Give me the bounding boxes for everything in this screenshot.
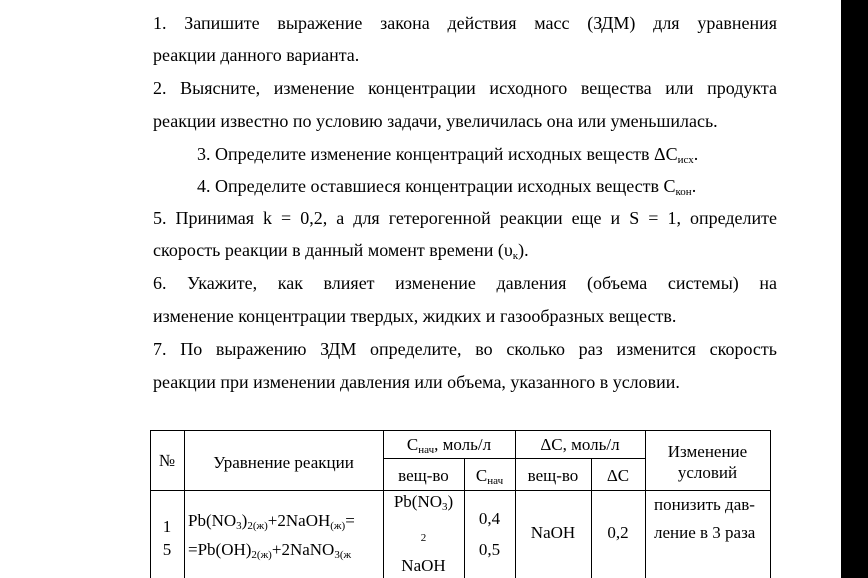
delta-c-value: 0,2 <box>607 523 629 542</box>
instruction-4: 4. Определите оставшиеся концентрации исходных веществ $C_{кон}$. <box>197 176 697 198</box>
row-number-line-2: 5 <box>162 540 172 559</box>
instruction-5-line-2: скорость реакции в данный момент времени $(\upsilon_к)$. <box>153 240 529 262</box>
row-number-line-1: 1 <box>162 517 172 536</box>
header-change-line-2: условий <box>677 463 738 482</box>
instruction-3: 3. Определите изменение концентраций исходных веществ $\Delta C_{исх}$. <box>197 144 699 166</box>
substance-1-line-2: 2 <box>420 532 427 544</box>
instruction-1-line-2: реакции данного варианта. <box>153 45 360 65</box>
header-c-nach: $C_{нач}$ <box>475 466 504 487</box>
header-equation: Уравнение реакции <box>213 453 354 472</box>
header-c-start: $C_{нач}$, моль/л <box>406 435 492 456</box>
header-delta-c: ΔC, моль/л <box>540 435 620 454</box>
substance-1-line-1: $Pb(NO_3)$ <box>393 492 454 513</box>
header-substance-2: вещ-во <box>527 466 579 485</box>
c-start-value-1: 0,4 <box>478 509 501 528</box>
header-number: № <box>158 451 176 470</box>
condition-change-line-1: понизить дав- <box>654 495 755 514</box>
table-header-divider <box>383 458 645 459</box>
instruction-2-line-2: реакции известно по условию задачи, увеличилась она или уменьшилась. <box>153 111 718 131</box>
table-border-right <box>770 430 771 578</box>
reaction-equation-line-2: $=Pb(OH)_{2(ж)}+2NaNO_{3(ж}$ <box>188 540 352 561</box>
table-border-top <box>150 430 770 431</box>
instruction-7-line-2: реакции при изменении давления или объема, указанного в условии. <box>153 372 680 392</box>
instruction-1-line-1: 1. Запишите выражение закона действия масс (ЗДМ) для уравнения <box>153 13 777 33</box>
reaction-equation-line-1: $Pb(NO_3)_{2(ж)}+2NaOH_{(ж)}=$ <box>188 511 355 532</box>
header-delta-c-short: ΔC <box>606 466 630 485</box>
instruction-2-line-1: 2. Выясните, изменение концентрации исходного вещества или продукта <box>153 78 777 98</box>
condition-change-line-2: ление в 3 раза <box>654 523 756 542</box>
delta-substance: NaOH <box>530 523 576 542</box>
instruction-7-line-1: 7. По выражению ЗДМ определите, во сколько раз изменится скорость <box>153 339 777 359</box>
instruction-5-line-1: 5. Принимая k = 0,2, а для гетерогенной реакции еще и S = 1, определите <box>153 208 777 228</box>
instruction-6-line-2: изменение концентрации твердых, жидких и газообразных веществ. <box>153 306 677 326</box>
header-change-line-1: Изменение <box>667 442 748 461</box>
instruction-6-line-1: 6. Укажите, как влияет изменение давления (объема системы) на <box>153 273 777 293</box>
header-substance: вещ-во <box>398 466 449 485</box>
substance-1-line-3: NaOH <box>401 556 446 575</box>
c-start-value-2: 0,5 <box>478 540 501 559</box>
